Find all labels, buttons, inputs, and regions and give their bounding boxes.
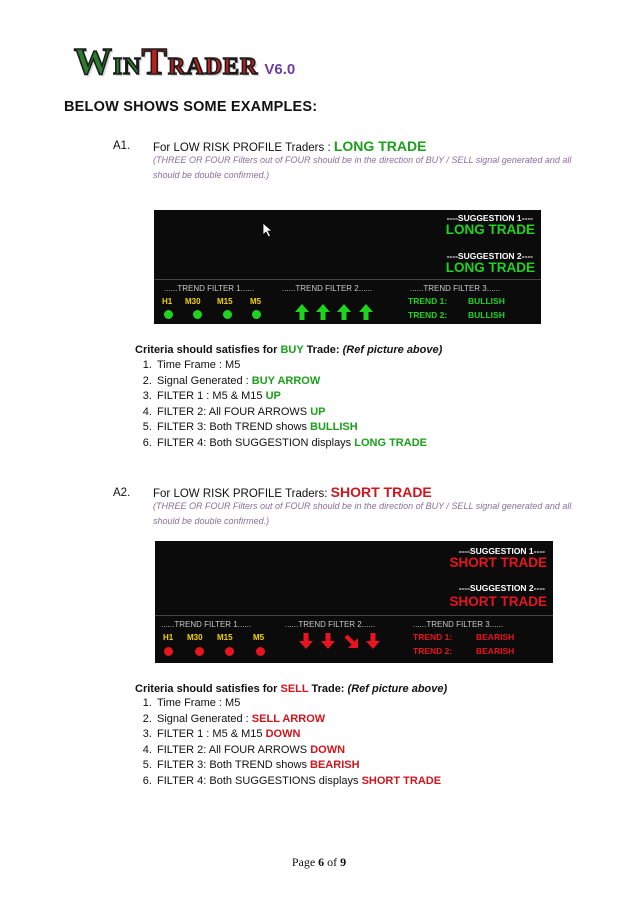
trade-type: SHORT TRADE [330,484,432,500]
logo-version: V6.0 [264,61,296,78]
trend-2-value: BULLISH [468,310,505,320]
trend-filter-2-label: ......TREND FILTER 2...... [285,620,376,629]
arrow-down-icon [299,633,313,649]
timeframe-label: M30 [187,633,203,642]
trend-2-label: TREND 2: [413,646,453,656]
up-signal-dot-icon [252,310,261,319]
page-number: Page 6 of 9 [291,855,347,869]
indicator-panel-a1 [154,210,541,324]
trend-1-label: TREND 1: [408,296,448,306]
arrow-up-icon [316,304,330,320]
up-signal-dot-icon [164,310,173,319]
section-intro-a2 [153,484,432,500]
suggestion-2-value: SHORT TRADE [449,594,547,609]
criteria-ref: (Ref picture above) [342,344,443,356]
criteria-prefix: Criteria should satisfies for [135,344,281,356]
down-signal-dot-icon [164,647,173,656]
trend-filter-3-label: ......TREND FILTER 3...... [410,284,501,293]
list-item: 2. Signal Generated : SELL ARROW [155,712,441,728]
arrow-down-icon [321,633,335,649]
mouse-cursor-icon [262,222,274,238]
criteria-list-a1 [135,358,427,451]
panel-divider [154,279,541,280]
criteria-middle: Trade: [303,344,343,356]
filter-note-a2: (THREE OR FOUR Filters out of FOUR should be in the direction of BUY / SELL signal generated and all should be double confirmed.) [153,501,572,526]
list-item: 6. FILTER 4: Both SUGGESTION displays LONG TRADE [155,436,427,452]
criteria-heading-a1 [135,344,442,356]
list-item: 1. Time Frame : M5 [155,696,441,712]
list-item: 5. FILTER 3: Both TREND shows BULLISH [155,420,427,436]
trend-1-value: BULLISH [468,296,505,306]
logo-letter-t: T [141,41,169,83]
timeframe-label: M5 [250,297,262,306]
list-item: 4. FILTER 2: All FOUR ARROWS UP [155,405,427,421]
section-intro-a1 [153,138,426,154]
timeframe-label: H1 [163,633,174,642]
panel-divider [155,615,553,616]
intro-text: For LOW RISK PROFILE Traders : [153,142,334,154]
filter-note-a1: (THREE OR FOUR Filters out of FOUR should be in the direction of BUY / SELL signal generated and all should be double confirmed.) [153,155,572,180]
page-heading: BELOW SHOWS SOME EXAMPLES: [64,99,318,115]
suggestion-1-label: ----SUGGESTION 1---- [458,546,545,556]
criteria-heading-a2 [135,683,447,695]
suggestion-2-label: ----SUGGESTION 2---- [458,583,545,593]
logo-letter-w: W [74,41,113,83]
suggestion-1-value: SHORT TRADE [449,555,547,570]
trade-type: LONG TRADE [333,138,427,154]
section-label-a2: A2. [113,487,131,499]
list-item: 5. FILTER 3: Both TREND shows BEARISH [155,758,441,774]
arrow-down-icon [366,633,380,649]
list-item: 1. Time Frame : M5 [155,358,427,374]
suggestion-1-value: LONG TRADE [445,222,535,237]
trend-2-value: BEARISH [476,646,515,656]
arrow-up-icon [295,304,309,320]
list-item: 3. FILTER 1 : M5 & M15 DOWN [155,727,441,743]
timeframe-label: M30 [185,297,201,306]
criteria-middle: Trade: [308,683,348,695]
trend-1-value: BEARISH [476,632,515,642]
wintrader-logo [74,40,296,83]
section-label-a1: A1. [113,140,131,152]
timeframe-label: M15 [217,297,233,306]
timeframe-label: M15 [217,633,233,642]
trend-filter-2-label: ......TREND FILTER 2...... [282,284,373,293]
arrow-up-icon [359,304,373,320]
criteria-ref: (Ref picture above) [347,683,448,695]
suggestion-2-label: ----SUGGESTION 2---- [446,251,533,261]
timeframe-label: H1 [162,297,173,306]
trend-2-label: TREND 2: [408,310,448,320]
suggestion-1-label: ----SUGGESTION 1---- [446,213,533,223]
criteria-signal-word: SELL [280,683,309,695]
trend-filter-1-label: ......TREND FILTER 1...... [164,284,255,293]
criteria-list-a2 [135,696,441,789]
trend-filter-3-label: ......TREND FILTER 3...... [413,620,504,629]
intro-text: For LOW RISK PROFILE Traders: [153,488,331,500]
down-signal-dot-icon [195,647,204,656]
criteria-signal-word: BUY [280,344,304,356]
suggestion-2-value: LONG TRADE [445,260,535,275]
list-item: 2. Signal Generated : BUY ARROW [155,374,427,390]
indicator-panel-a2 [155,541,553,663]
down-signal-dot-icon [256,647,265,656]
arrow-down-right-icon [344,634,358,648]
arrow-up-icon [337,304,351,320]
criteria-prefix: Criteria should satisfies for [135,683,281,695]
logo-text-rader: RADER [168,54,259,80]
list-item: 4. FILTER 2: All FOUR ARROWS DOWN [155,743,441,759]
up-signal-dot-icon [223,310,232,319]
list-item: 6. FILTER 4: Both SUGGESTIONS displays SHORT TRADE [155,774,441,790]
timeframe-label: M5 [253,633,265,642]
logo-text-in: IN [113,54,142,80]
list-item: 3. FILTER 1 : M5 & M15 UP [155,389,427,405]
trend-filter-1-label: ......TREND FILTER 1...... [161,620,252,629]
up-signal-dot-icon [193,310,202,319]
down-signal-dot-icon [225,647,234,656]
trend-1-label: TREND 1: [413,632,453,642]
